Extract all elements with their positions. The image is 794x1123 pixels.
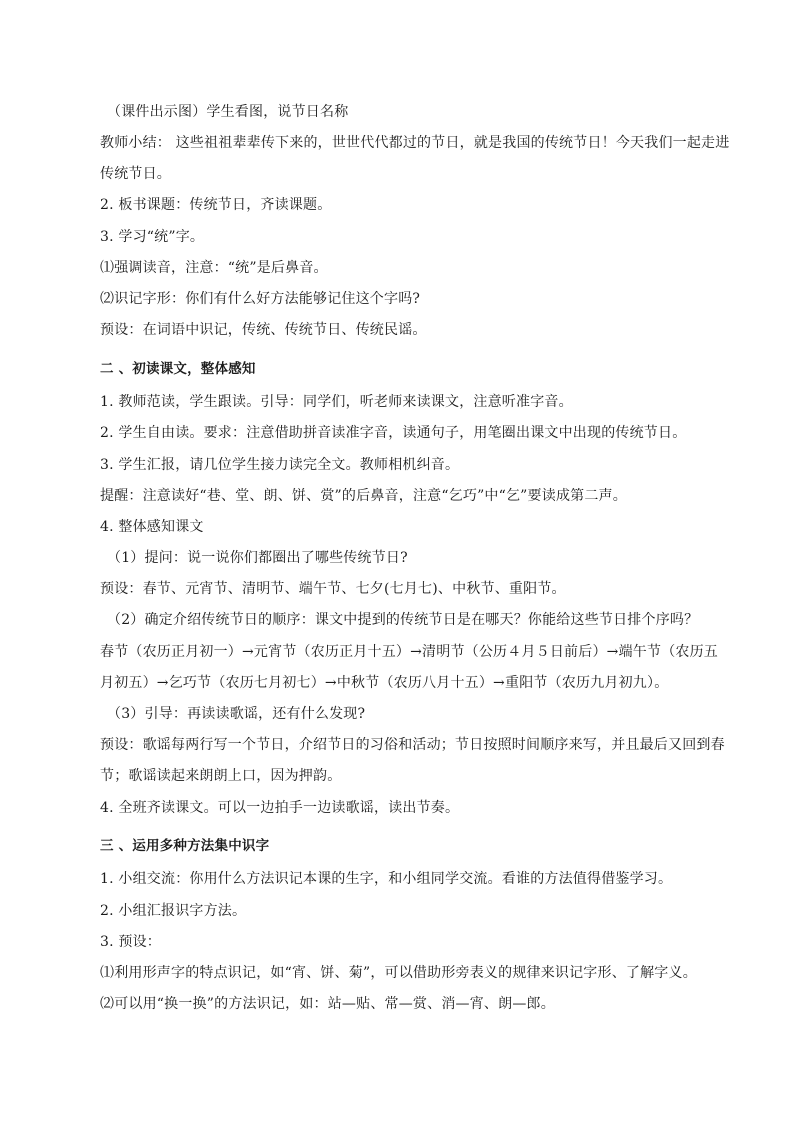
reminder-line: 提醒：注意读好“巷、堂、朗、饼、赏”的后鼻音，注意“乞巧”中“乞”要读成第二声。 <box>100 488 627 504</box>
step-2-line: 2. 板书课题：传统节日，齐读课题。 <box>100 197 332 213</box>
question-3-line: （3）引导：再读读歌谣，还有什么发现? <box>107 706 366 722</box>
festival-order-cont: 月初五）→乞巧节（农历七月初七）→中秋节（农历八月十五）→重阳节（农历九月初九）。 <box>100 675 669 691</box>
preset-line: 预设：在词语中识记，传统、传统节日、传统民谣。 <box>100 322 427 338</box>
ballad-preset-line: 预设：歌谣每两行写一个节日，介绍节日的习俗和活动；节日按照时间顺序来写，并且最后又回到春 <box>100 737 725 753</box>
section-heading-2: 二 、初读课文，整体感知 <box>100 361 256 377</box>
method-1-line: ⑴利用形声字的特点识记，如“宵、饼、菊”，可以借助形旁表义的规律来识记字形、了解字义。 <box>100 965 697 981</box>
reading-step-2: 2. 学生自由读。要求：注意借助拼音读准字音，读通句子，用笔圈出课文中出现的传统节日。 <box>100 425 687 441</box>
reading-step-4: 4. 整体感知课文 <box>100 519 204 535</box>
pronunciation-line: ⑴强调读音，注意：“统”是后鼻音。 <box>100 260 328 276</box>
class-read-line: 4. 全班齐读课文。可以一边拍手一边读歌谣，读出节奏。 <box>100 800 460 816</box>
ballad-preset-cont: 节；歌谣读起来朗朗上口，因为押韵。 <box>100 768 342 784</box>
question-1-line: （1）提问：说一说你们都圈出了哪些传统节日? <box>107 550 408 566</box>
reading-step-1: 1. 教师范读，学生跟读。引导：同学们，听老师来读课文，注意听准字音。 <box>100 394 573 410</box>
festival-list-line: 预设：春节、元宵节、清明节、端午节、七夕(七月七)、中秋节、重阳节。 <box>100 581 566 597</box>
literacy-step-2: 2. 小组汇报识字方法。 <box>100 903 247 919</box>
step-3-line: 3. 学习“统”字。 <box>100 229 205 245</box>
reading-step-3: 3. 学生汇报，请几位学生接力读完全文。教师相机纠音。 <box>100 457 460 473</box>
festival-order-line: 春节（农历正月初一）→元宵节（农历正月十五）→清明节（公历４月５日前后）→端午节（农历五 <box>100 644 718 660</box>
question-2-line: （2）确定介绍传统节日的顺序：课文中提到的传统节日是在哪天？你能给这些节日排个序吗？ <box>107 612 699 628</box>
method-2-line: ⑵可以用“换一换”的方法识记，如：站—贴、常—赏、消—宵、朗—郎。 <box>100 996 555 1012</box>
literacy-step-1: 1. 小组交流：你用什么方法识记本课的生字，和小组同学交流。看谁的方法值得借鉴学习。 <box>100 871 673 887</box>
section-heading-3: 三 、运用多种方法集中识字 <box>100 838 270 854</box>
character-shape-line: ⑵识记字形：你们有什么好方法能够记住这个字吗? <box>100 291 421 307</box>
literacy-step-3: 3. 预设： <box>100 934 162 950</box>
teacher-summary-cont: 传统节日。 <box>100 166 171 182</box>
intro-line: （课件出示图）学生看图，说节日名称 <box>107 104 349 120</box>
teacher-summary-line: 教师小结： 这些祖祖辈辈传下来的，世世代代都过的节日，就是我国的传统节日！今天我们一起走进 <box>100 135 730 151</box>
